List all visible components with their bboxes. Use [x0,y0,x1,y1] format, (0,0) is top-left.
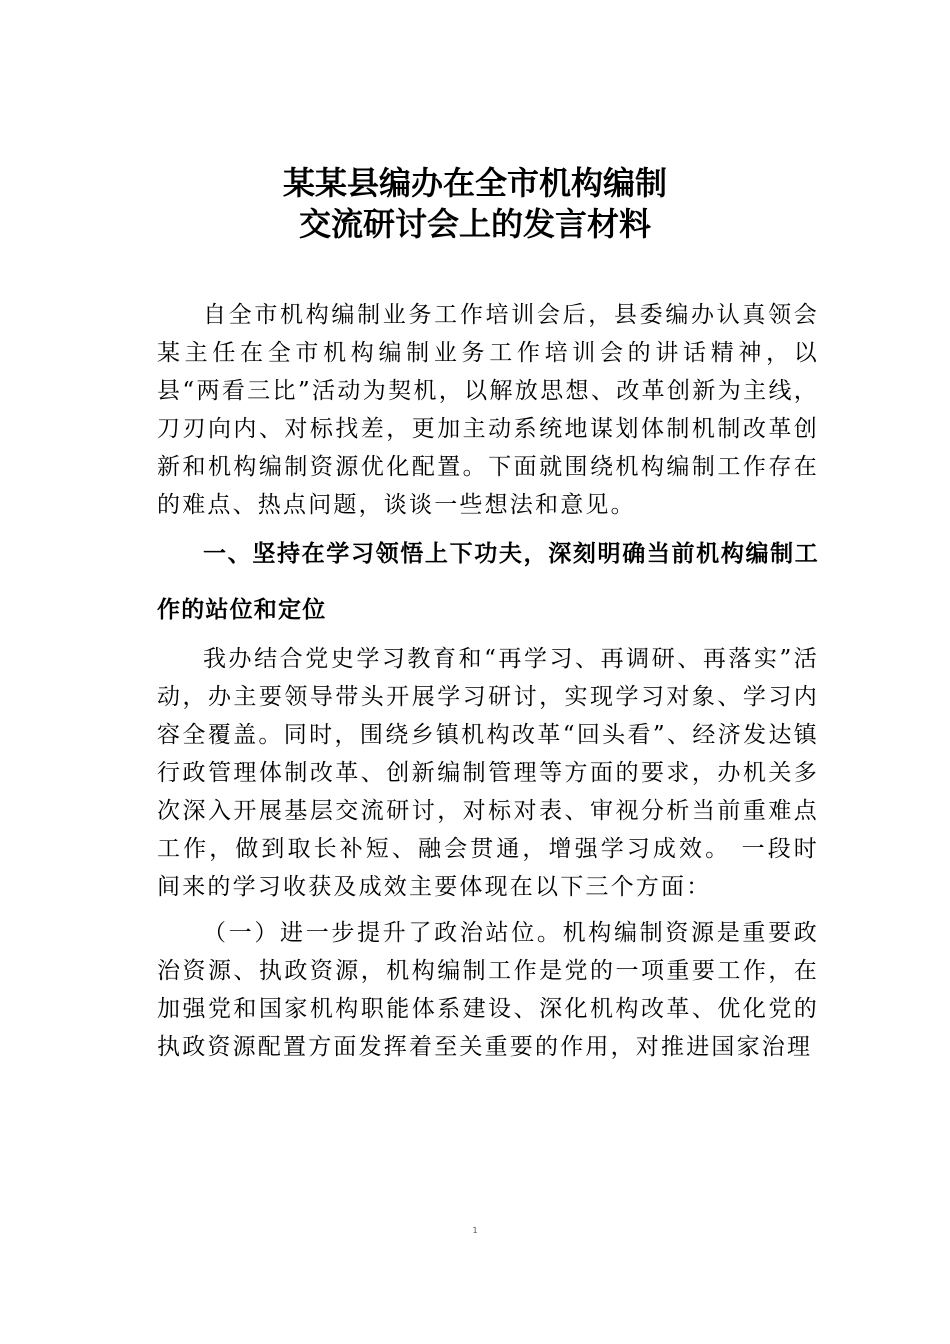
subsection-1-paragraph: （一）进一步提升了政治站位。机构编制资源是重要政治资源、执政资源，机构编制工作是党的一项重要工作，在加强党和国家机构职能体系建设、深化机构改革、优化党的执政资源配置方面发挥着至关重要的作用，对推进国家治理 [157,920,819,1060]
section-heading-1: 一、坚持在学习领悟上下功夫，深刻明确当前机构编制工作的站位和定位 [157,541,819,623]
document-body [157,296,819,1066]
title-line-1: 某某县编办在全市机构编制 [282,164,667,202]
page-number: 1 [472,1226,478,1235]
intro-paragraph: 自全市机构编制业务工作培训会后，县委编办认真领会某主任在全市机构编制业务工作培训会的讲话精神，以县“两看三比”活动为契机，以解放思想、改革创新为主线，刀刃向内、对标找差，更加主动系统地谋划体制机制改革创新和机构编制资源优化配置。下面就围绕机构编制工作存在的难点、热点问题，谈谈一些想法和意见。 [157,302,819,518]
spacer [157,906,819,914]
title-line-2: 交流研讨会上的发言材料 [298,205,651,243]
document-title [0,163,950,245]
section-1-paragraph: 我办结合党史学习教育和“再学习、再调研、再落实”活动，办主要领导带头开展学习研讨，实现学习对象、学习内容全覆盖。同时，围绕乡镇机构改革“回头看”、经济发达镇行政管理体制改革、创新编制管理等方面的要求，办机关多次深入开展基层交流研讨，对标对表、审视分析当前重难点工作，做到取长补短、融会贯通，增强学习成效。 一段时间来的学习收获及成效主要体现在以下三个方面： [157,646,819,900]
